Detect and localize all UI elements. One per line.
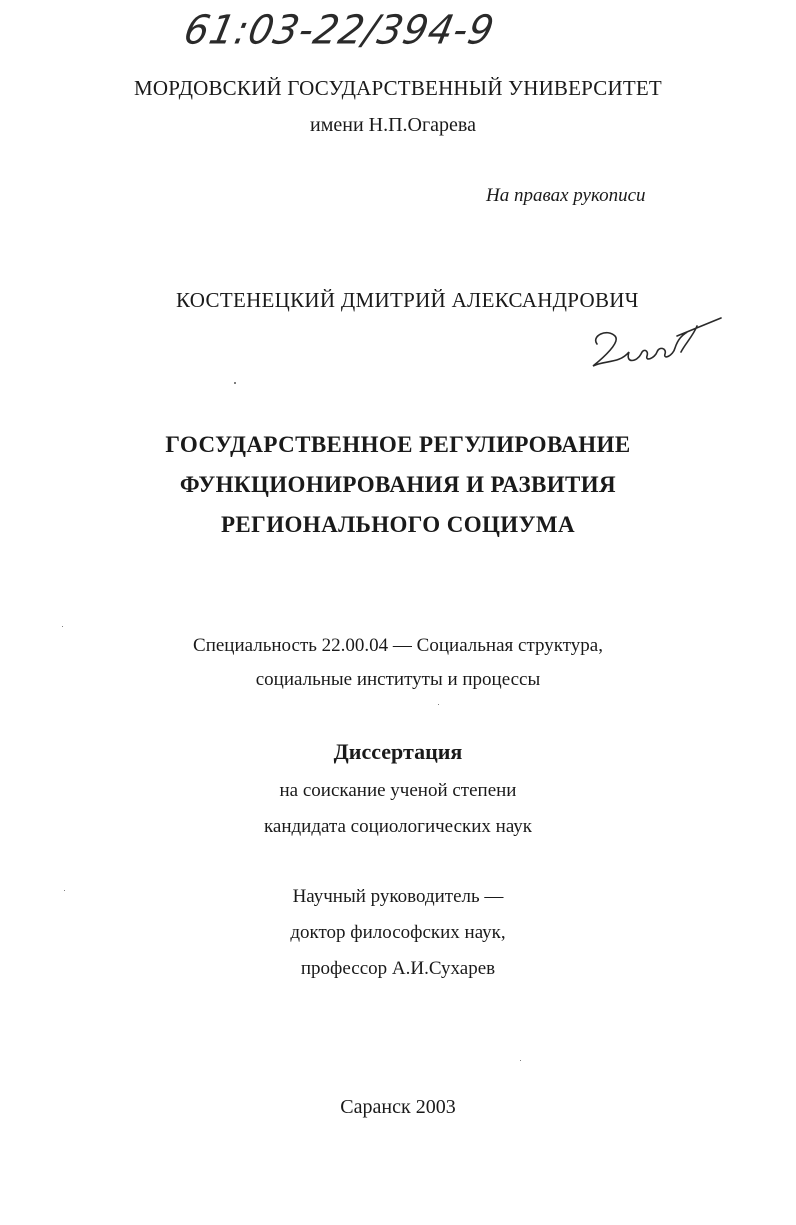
specialty-line-1: Специальность 22.00.04 — Социальная структура, (193, 635, 603, 656)
archive-code-handwritten: 61:03-22/394-9 (180, 6, 499, 54)
scan-speck (62, 626, 63, 627)
scan-speck (438, 704, 439, 705)
university-name: МОРДОВСКИЙ ГОСУДАРСТВЕННЫЙ УНИВЕРСИТЕТ (134, 76, 662, 100)
degree-line-1: на соискание ученой степени (279, 780, 517, 801)
dissertation-title-line-3: РЕГИОНАЛЬНОГО СОЦИУМА (220, 512, 575, 537)
dissertation-title-line-1: ГОСУДАРСТВЕННОЕ РЕГУЛИРОВАНИЕ (165, 432, 631, 457)
supervisor-line-2: доктор философских наук, (290, 922, 506, 943)
university-named-after: имени Н.П.Огарева (310, 114, 476, 136)
supervisor-line-1: Научный руководитель — (292, 886, 504, 907)
degree-line-2: кандидата социологических наук (263, 816, 533, 837)
specialty-line-2: социальные институты и процессы (255, 669, 541, 690)
dissertation-title-line-2: ФУНКЦИОНИРОВАНИЯ И РАЗВИТИЯ (179, 472, 617, 497)
author-name: КОСТЕНЕЦКИЙ ДМИТРИЙ АЛЕКСАНДРОВИЧ (176, 288, 639, 312)
scan-speck (234, 382, 236, 384)
manuscript-rights-note: На правах рукописи (486, 185, 646, 206)
document-type: Диссертация (333, 739, 463, 764)
supervisor-line-3: профессор А.И.Сухарев (300, 958, 496, 979)
scan-speck (64, 890, 65, 891)
scan-speck (520, 1060, 521, 1061)
city-and-year: Саранск 2003 (340, 1096, 456, 1118)
author-signature (585, 306, 725, 376)
